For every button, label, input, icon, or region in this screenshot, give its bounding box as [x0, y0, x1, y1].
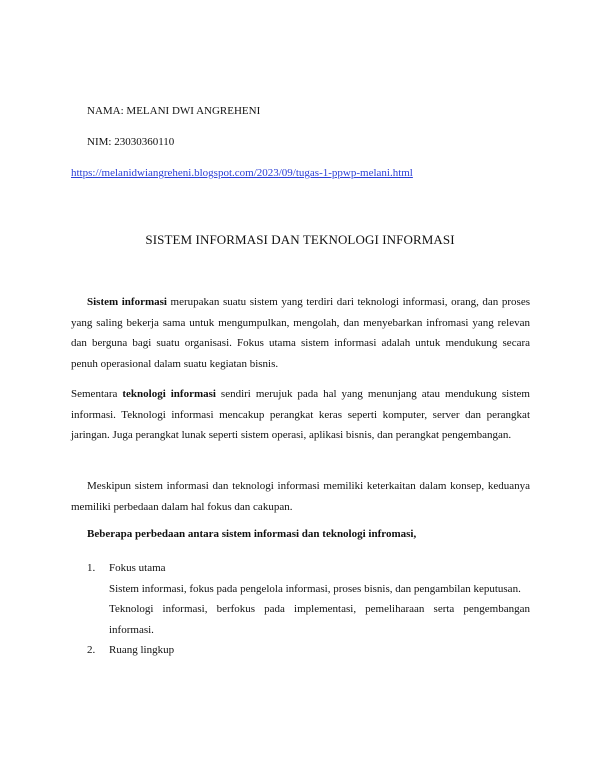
paragraph-perbedaan: Meskipun sistem informasi dan teknologi informasi memiliki keterkaitan dalam konsep, keduanya memiliki perbedaan dalam hal fokus dan cakupan.	[71, 480, 530, 513]
paragraph2-text: sendiri merujuk pada hal yang menunjang atau mendukung sistem informasi. Teknologi informasi mencakup perangkat keras seperti komputer, server dan perangkat jaringan. Juga perangkat lunak seperti sistem operasi, aplikasi bisnis, dan perangkat pengembangan.	[71, 388, 530, 441]
term-teknologi-informasi: teknologi informasi	[122, 388, 216, 400]
list-item-label: Fokus utama	[109, 562, 166, 574]
term-sistem-informasi: Sistem informasi	[87, 296, 167, 308]
student-name: NAMA: MELANI DWI ANGREHENI	[87, 105, 261, 117]
document-title: SISTEM INFORMASI DAN TEKNOLOGI INFORMASI	[145, 232, 455, 247]
list-item	[87, 558, 530, 640]
list-item-text: Sistem informasi, fokus pada pengelola informasi, proses bisnis, dan pengambilan keputusan.	[109, 582, 521, 595]
differences-heading: Beberapa perbedaan antara sistem informasi dan teknologi infromasi,	[87, 528, 417, 540]
list-item-text: Teknologi informasi, berfokus pada implementasi, pemeliharaan serta pengembangan informasi.	[109, 603, 530, 636]
list-number: 1.	[87, 562, 96, 574]
list-number: 2.	[87, 644, 96, 656]
list-item	[87, 640, 530, 661]
paragraph1-text: merupakan suatu sistem yang terdiri dari teknologi informasi, orang, dan proses yang saling bekerja sama untuk mengumpulkan, mengolah, dan menyebarkan infromasi yang relevan dan berguna bagi suatu organisasi. Fokus utama sistem informasi adalah untuk mendukung secara penuh operasional dalam suatu kegiatan bisnis.	[71, 296, 530, 370]
blog-link[interactable]: https://melanidwiangreheni.blogspot.com/2023/09/tugas-1-ppwp-melani.html	[71, 167, 413, 179]
paragraph-teknologi-informasi	[71, 384, 530, 446]
differences-list	[87, 558, 530, 661]
student-nim: NIM: 23030360110	[87, 136, 175, 148]
list-item-label: Ruang lingkup	[109, 644, 175, 656]
paragraph2-prefix: Sementara	[71, 388, 123, 400]
paragraph-sistem-informasi	[71, 292, 530, 374]
